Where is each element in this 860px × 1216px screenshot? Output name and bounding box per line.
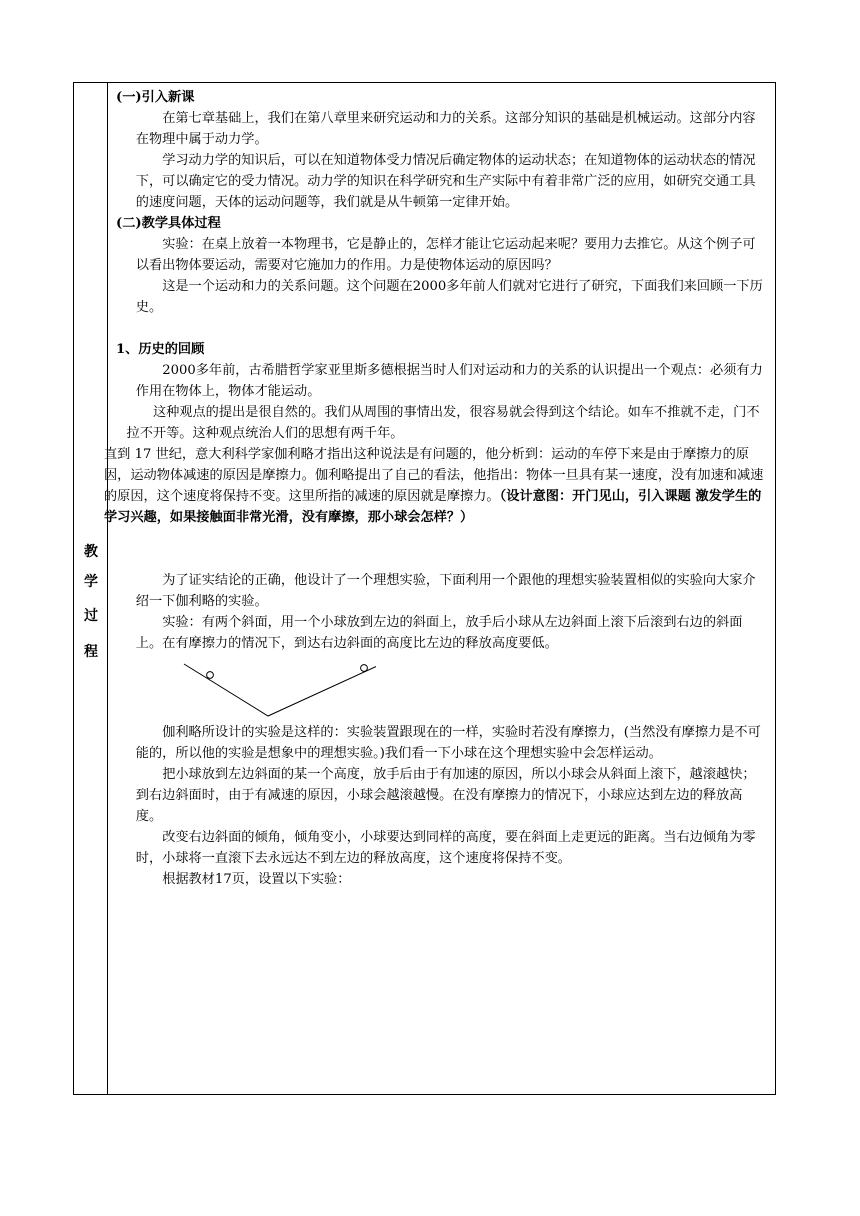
- paragraph: 为了证实结论的正确，他设计了一个理想实验，下面利用一个跟他的理想实验装置相似的实验向大家介绍一下伽利略的实验。: [135, 573, 756, 609]
- paragraph: 实验：在桌上放着一本物理书，它是静止的，怎样才能让它运动起来呢？要用力去推它。从这个例子可以看出物体要运动，需要对它施加力的作用。力是使物体运动的原因吗？: [135, 237, 756, 273]
- paragraph: 2000多年前，古希腊哲学家亚里斯多德根据当时人们对运动和力的关系的认识提出一个观点：必须有力作用在物体上，物体才能运动。: [135, 363, 763, 399]
- ball-left: [207, 672, 214, 679]
- paragraph: 这是一个运动和力的关系问题。这个问题在2000多年前人们就对它进行了研究，下面我们来回顾一下历史。: [135, 279, 763, 315]
- paragraph: 把小球放到左边斜面的某一个高度，放手后由于有加速的原因，所以小球会从斜面上滚下，越滚越快；到右边斜面时，由于有减速的原因，小球会越滚越慢。在没有摩擦力的情况下，小球应达到左边的释放高度。: [135, 767, 756, 824]
- incline-diagram-svg: [116, 658, 376, 722]
- ball-right: [361, 665, 368, 672]
- section-title: (二)教学具体过程: [116, 216, 221, 231]
- side-label-char: 程: [84, 644, 98, 660]
- incline-diagram: [116, 658, 768, 722]
- lesson-content: [104, 87, 768, 890]
- side-label-column: [74, 83, 108, 1094]
- paragraph: 根据教材17页，设置以下实验：: [162, 872, 351, 887]
- paragraph: 学习动力学的知识后，可以在知道物体受力情况后确定物体的运动状态；在知道物体的运动状态的情况下，可以确定它的受力情况。动力学的知识在科学研究和生产实际中有着非常广泛的应用，如研究交通工具的速度问题，天体的运动问题等，我们就是从牛顿第一定律开始。: [135, 153, 756, 210]
- paragraph: 改变右边斜面的倾角，倾角变小，小球要达到同样的高度，要在斜面上走更远的距离。当右边倾角为零时，小球将一直滚下去永远达不到左边的释放高度，这个速度将保持不变。: [135, 830, 756, 866]
- paragraph: 实验：有两个斜面，用一个小球放到左边的斜面上，放手后小球从左边斜面上滚下后滚到右边的斜面上。在有摩擦力的情况下，到达右边斜面的高度比左边的释放高度要低。: [135, 615, 743, 651]
- incline-slopes: [184, 662, 376, 716]
- paragraph: 这种观点的提出是很自然的。我们从周围的事情出发，很容易就会得到这个结论。如车不推就不走，门不拉不开等。这种观点统治人们的思想有两千年。: [126, 405, 760, 441]
- section-title: 1、历史的回顾: [116, 342, 205, 357]
- design-intent-note: （设计意图：开门见山，引入课题 激发学生的学习兴趣，如果接触面非常光滑，没有摩擦，那小球会怎样？）: [104, 489, 762, 525]
- paragraph: 在第七章基础上，我们在第八章里来研究运动和力的关系。这部分知识的基础是机械运动。这部分内容在物理中属于动力学。: [135, 111, 756, 147]
- paragraph: 伽利略所设计的实验是这样的：实验装置跟现在的一样，实验时若没有摩擦力，(当然没有摩擦力是不可能的，所以他的实验是想象中的理想实验。)我们看一下小球在这个理想实验中会怎样运动。: [135, 725, 761, 761]
- paragraph-text: 直到 17 世纪，意大利科学家伽利略才指出这种说法是有问题的，他分析到：运动的车停下来是由于摩擦力的原因，运动物体减速的原因是摩擦力。伽利略提出了自己的看法，他指出：物体一旦具有某一速度，没有加速和减速的原因，这个速度将保持不变。这里所指的减速的原因就是摩擦力。: [104, 447, 764, 504]
- side-label-char: 教: [84, 544, 98, 560]
- section-title: (一)引入新课: [116, 90, 195, 105]
- side-label-char: 学: [84, 574, 98, 590]
- paragraph: [104, 444, 768, 528]
- side-label-char: 过: [84, 608, 98, 624]
- lesson-table: [73, 82, 776, 1095]
